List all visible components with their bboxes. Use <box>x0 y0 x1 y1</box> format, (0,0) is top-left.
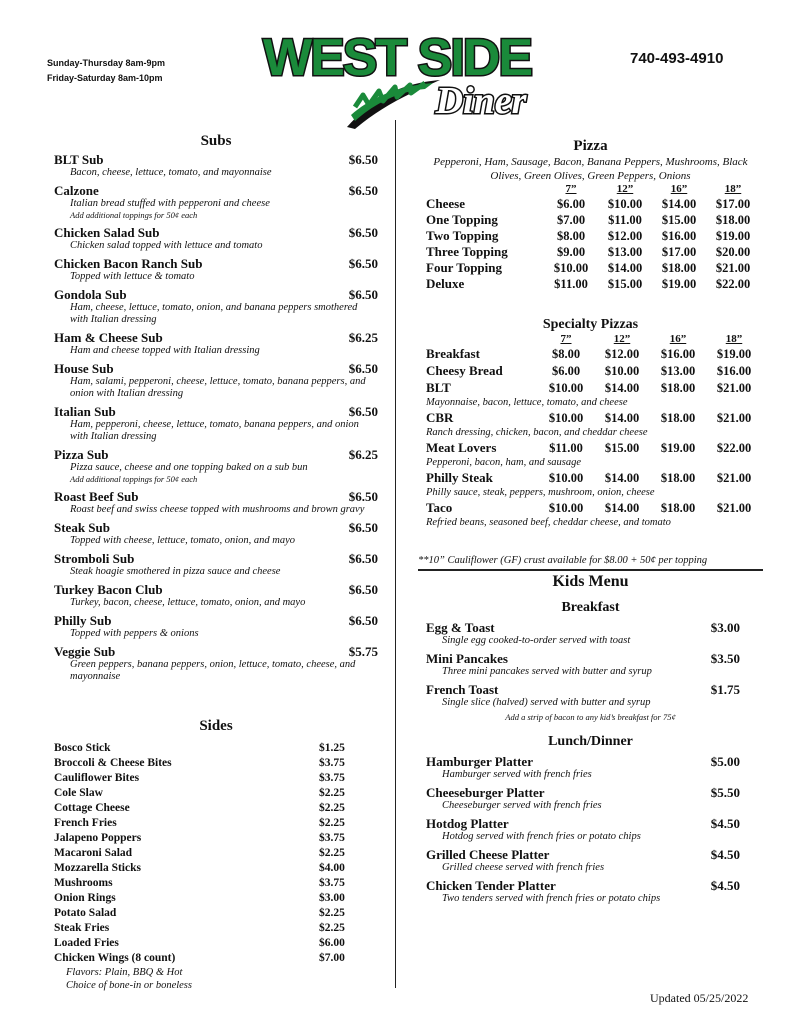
pizza-price: $9.00 <box>556 245 586 259</box>
kids-item-desc: Cheeseburger served with french fries <box>442 800 602 811</box>
hours <box>47 56 165 86</box>
pizza-price: $21.00 <box>715 261 751 275</box>
pizza-price: $11.00 <box>608 213 642 227</box>
pizza-name: BLT <box>426 380 451 395</box>
sub-name: Italian Sub <box>54 404 116 419</box>
sub-item <box>54 447 378 485</box>
updated-date: Updated 05/25/2022 <box>650 991 749 1005</box>
kids-item-desc: Hamburger served with french fries <box>442 769 592 780</box>
pizza-price: $17.00 <box>715 197 751 211</box>
side-name: Cottage Cheese <box>54 802 130 814</box>
sub-desc: Ham and cheese topped with Italian dressing <box>70 345 260 356</box>
size-header-row <box>426 333 762 346</box>
subs-section <box>54 133 378 683</box>
side-price: $7.00 <box>319 952 345 964</box>
sub-item <box>54 183 378 221</box>
sub-desc: Pizza sauce, cheese and one topping baked on a sub bun <box>70 462 308 473</box>
pizza-price: $13.00 <box>660 364 696 378</box>
hours-weekday: Sunday-Thursday 8am-9pm <box>47 58 166 68</box>
side-name: Loaded Fries <box>54 937 119 949</box>
pizza-row <box>426 379 762 396</box>
pizza-row <box>426 276 760 292</box>
sub-desc: Green peppers, banana peppers, onion, lettuce, tomato, cheese, and mayonnaise <box>70 659 356 682</box>
sub-price: $6.50 <box>348 361 378 376</box>
specialty-title: Specialty Pizzas <box>542 317 639 332</box>
pizza-price: $22.00 <box>716 441 752 455</box>
subs-list <box>54 152 378 683</box>
pizza-price: $12.00 <box>604 347 640 361</box>
sub-price: $6.50 <box>348 582 378 597</box>
sub-name: Ham & Cheese Sub <box>54 330 163 345</box>
kids-item <box>426 878 740 905</box>
side-item <box>54 951 364 966</box>
side-name: Potato Salad <box>54 907 117 919</box>
side-name: Onion Rings <box>54 892 116 904</box>
sub-desc: Ham, salami, pepperoni, cheese, lettuce, tomato, banana peppers, and onion with Italian dressing <box>70 376 366 399</box>
sub-name: Turkey Bacon Club <box>54 582 163 597</box>
pizza-table <box>426 183 760 292</box>
pizza-price: $8.00 <box>556 229 586 243</box>
pizza-price: $14.00 <box>604 501 640 515</box>
side-item <box>54 936 364 951</box>
sub-price: $6.50 <box>348 404 378 419</box>
size-header: 18” <box>725 333 743 345</box>
wing-choice: Choice of bone-in or boneless <box>66 980 192 991</box>
pizza-name: Taco <box>426 500 453 515</box>
kids-item <box>426 816 740 843</box>
kids-lunch-list <box>426 754 763 905</box>
side-name: French Fries <box>54 817 117 829</box>
size-header-blank <box>426 183 544 196</box>
side-price: $3.75 <box>319 877 345 889</box>
pizza-price: $14.00 <box>604 411 640 425</box>
sub-price: $6.50 <box>348 183 378 198</box>
kids-item-name: Chicken Tender Platter <box>426 878 556 893</box>
side-item <box>54 801 364 816</box>
side-price: $2.25 <box>319 802 345 814</box>
kids-item-name: Cheeseburger Platter <box>426 785 545 800</box>
sub-price: $6.50 <box>348 225 378 240</box>
pizza-price: $18.00 <box>715 213 751 227</box>
pizza-price: $10.00 <box>548 381 584 395</box>
pizza-price: $22.00 <box>715 277 751 291</box>
side-name: Macaroni Salad <box>54 847 133 859</box>
sub-price: $5.75 <box>348 644 378 659</box>
size-header-blank <box>426 333 538 346</box>
size-header-row <box>426 183 760 196</box>
sub-name: Calzone <box>54 183 99 198</box>
side-price: $1.25 <box>319 742 345 754</box>
pizza-desc: Mayonnaise, bacon, lettuce, tomato, and cheese <box>426 397 628 408</box>
pizza-row <box>426 244 760 260</box>
kids-item-desc: Two tenders served with french fries or potato chips <box>442 893 661 904</box>
kids-item-name: Hamburger Platter <box>426 754 533 769</box>
sub-price: $6.50 <box>348 489 378 504</box>
kids-item-price: $5.00 <box>710 754 740 769</box>
pizza-name: Breakfast <box>426 346 480 361</box>
kids-item-name: Grilled Cheese Platter <box>426 847 550 862</box>
sub-desc: Italian bread stuffed with pepperoni and cheese <box>70 198 270 209</box>
phone-number: 740-493-4910 <box>630 50 724 67</box>
pizza-desc-row <box>426 516 762 529</box>
diner-logo <box>255 25 540 133</box>
pizza-price: $16.00 <box>660 347 696 361</box>
pizza-row <box>426 409 762 426</box>
side-name: Broccoli & Cheese Bites <box>54 757 172 769</box>
kids-item <box>426 682 740 709</box>
side-price: $3.75 <box>319 832 345 844</box>
pizza-price: $18.00 <box>661 261 697 275</box>
palm-leaf-icon <box>347 80 440 129</box>
pizza-desc: Pepperoni, bacon, ham, and sausage <box>426 457 582 468</box>
side-name: Mozzarella Sticks <box>54 862 141 874</box>
kids-item-name: Mini Pancakes <box>426 651 508 666</box>
pizza-name: Cheesy Bread <box>426 363 503 378</box>
sub-desc: Steak hoagie smothered in pizza sauce and cheese <box>70 566 281 577</box>
kids-lunch-title: Lunch/Dinner <box>548 734 633 749</box>
side-item <box>54 756 364 771</box>
pizza-price: $17.00 <box>661 245 697 259</box>
pizza-name: One Topping <box>426 212 498 227</box>
sub-price: $6.25 <box>348 447 378 462</box>
kids-item-desc: Single egg cooked-to-order served with toast <box>442 635 631 646</box>
side-price: $3.75 <box>319 757 345 769</box>
sub-desc: Turkey, bacon, cheese, lettuce, tomato, onion, and mayo <box>70 597 306 608</box>
pizza-row <box>426 228 760 244</box>
kids-item-price: $4.50 <box>710 816 740 831</box>
sub-desc: Chicken salad topped with lettuce and tomato <box>70 240 263 251</box>
pizza-name: Meat Lovers <box>426 440 497 455</box>
side-item <box>54 831 364 846</box>
pizza-price: $6.00 <box>551 364 581 378</box>
sides-title: Sides <box>199 718 233 734</box>
side-name: Bosco Stick <box>54 742 111 754</box>
pizza-price: $14.00 <box>607 261 643 275</box>
kids-item-desc: Three mini pancakes served with butter and syrup <box>442 666 652 677</box>
pizza-price: $19.00 <box>661 277 697 291</box>
kids-item <box>426 754 740 781</box>
logo-title: WEST SIDE <box>263 29 532 87</box>
pizza-price: $18.00 <box>660 381 696 395</box>
side-item <box>54 906 364 921</box>
cauliflower-note: **10” Cauliflower (GF) crust available for $8.00 + 50¢ per topping <box>418 555 708 566</box>
side-name: Cauliflower Bites <box>54 772 140 784</box>
pizza-price: $21.00 <box>716 381 752 395</box>
pizza-price: $16.00 <box>661 229 697 243</box>
sub-name: Veggie Sub <box>54 644 116 659</box>
kids-breakfast-title: Breakfast <box>561 600 620 615</box>
sub-item <box>54 404 378 443</box>
kids-item-price: $4.50 <box>710 878 740 893</box>
sub-item <box>54 520 378 547</box>
pizza-desc-row <box>426 456 762 469</box>
pizza-price: $10.00 <box>607 197 643 211</box>
specialty-section <box>418 317 763 529</box>
pizza-desc-row <box>426 396 762 409</box>
side-price: $2.25 <box>319 922 345 934</box>
pizza-price: $15.00 <box>607 277 643 291</box>
column-divider <box>395 120 396 988</box>
sub-item <box>54 225 378 252</box>
size-header: 7” <box>560 333 572 345</box>
kids-item-name: Hotdog Platter <box>426 816 509 831</box>
side-item <box>54 891 364 906</box>
section-divider <box>418 569 763 571</box>
pizza-price: $10.00 <box>548 501 584 515</box>
size-header: 12” <box>613 333 631 345</box>
side-price: $3.75 <box>319 772 345 784</box>
side-name: Cole Slaw <box>54 787 103 799</box>
logo-subtitle: Diner <box>435 80 527 122</box>
sub-desc: Topped with cheese, lettuce, tomato, onion, and mayo <box>70 535 296 546</box>
sub-name: Gondola Sub <box>54 287 127 302</box>
sub-name: Chicken Bacon Ranch Sub <box>54 256 203 271</box>
pizza-row <box>426 260 760 276</box>
kids-item-desc: Single slice (halved) served with butter and syrup <box>442 697 651 708</box>
kids-item <box>426 620 740 647</box>
sub-name: BLT Sub <box>54 152 104 167</box>
sub-name: Steak Sub <box>54 520 110 535</box>
size-header: 18” <box>724 183 742 195</box>
sub-desc: Topped with peppers & onions <box>70 628 199 639</box>
sub-price: $6.50 <box>348 152 378 167</box>
pizza-price: $18.00 <box>660 471 696 485</box>
pizza-price: $21.00 <box>716 471 752 485</box>
pizza-name: Three Topping <box>426 244 508 259</box>
pizza-row <box>426 362 762 379</box>
pizza-price: $8.00 <box>551 347 581 361</box>
pizza-price: $11.00 <box>549 441 583 455</box>
sub-item <box>54 551 378 578</box>
pizza-name: Philly Steak <box>426 470 493 485</box>
side-item <box>54 741 364 756</box>
side-name: Chicken Wings (8 count) <box>54 952 176 964</box>
side-price: $2.25 <box>319 907 345 919</box>
kids-item-price: $1.75 <box>710 682 740 697</box>
size-header: 16” <box>669 333 687 345</box>
hours-weekend: Friday-Saturday 8am-10pm <box>47 73 163 83</box>
pizza-toppings: Pepperoni, Ham, Sausage, Bacon, Banana Peppers, Mushrooms, Black Olives, Green Olives, Green Peppers, Onions <box>433 156 748 182</box>
pizza-desc: Refried beans, seasoned beef, cheddar cheese, and tomato <box>426 517 671 528</box>
pizza-price: $21.00 <box>716 411 752 425</box>
pizza-price: $19.00 <box>716 347 752 361</box>
kids-section <box>418 573 763 905</box>
pizza-price: $10.00 <box>604 364 640 378</box>
pizza-price: $10.00 <box>548 471 584 485</box>
size-header: 12” <box>616 183 634 195</box>
sub-price: $6.25 <box>348 330 378 345</box>
kids-item <box>426 785 740 812</box>
sub-name: Stromboli Sub <box>54 551 135 566</box>
sub-item <box>54 256 378 283</box>
pizza-price: $20.00 <box>715 245 751 259</box>
wing-flavors: Flavors: Plain, BBQ & Hot <box>66 967 183 978</box>
side-price: $2.25 <box>319 787 345 799</box>
side-name: Steak Fries <box>54 922 110 934</box>
kids-breakfast-list <box>426 620 763 709</box>
kids-item-price: $4.50 <box>710 847 740 862</box>
kids-item-name: Egg & Toast <box>426 620 495 635</box>
pizza-price: $19.00 <box>715 229 751 243</box>
sub-item <box>54 489 378 516</box>
kids-item-price: $3.00 <box>710 620 740 635</box>
pizza-price: $12.00 <box>607 229 643 243</box>
side-item <box>54 921 364 936</box>
side-item <box>54 816 364 831</box>
pizza-price: $15.00 <box>661 213 697 227</box>
side-price: $6.00 <box>319 937 345 949</box>
side-item <box>54 861 364 876</box>
sub-item <box>54 287 378 326</box>
side-name: Mushrooms <box>54 877 113 889</box>
kids-item-name: French Toast <box>426 682 499 697</box>
pizza-title: Pizza <box>573 138 608 154</box>
sub-name: Pizza Sub <box>54 447 109 462</box>
sub-desc: Ham, pepperoni, cheese, lettuce, tomato, banana peppers, and onion with Italian dressing <box>70 419 359 442</box>
side-item <box>54 876 364 891</box>
kids-item-desc: Hotdog served with french fries or potato chips <box>442 831 641 842</box>
kids-item <box>426 847 740 874</box>
pizza-price: $14.00 <box>604 381 640 395</box>
bacon-note: Add a strip of bacon to any kid’s breakfast for 75¢ <box>505 712 676 722</box>
sub-price: $6.50 <box>348 551 378 566</box>
sub-item <box>54 330 378 357</box>
side-price: $4.00 <box>319 862 345 874</box>
pizza-row <box>426 469 762 486</box>
pizza-price: $7.00 <box>556 213 586 227</box>
pizza-name: Four Topping <box>426 260 503 275</box>
sub-note: Add additional toppings for 50¢ each <box>70 474 198 484</box>
pizza-row <box>426 439 762 456</box>
pizza-price: $10.00 <box>548 411 584 425</box>
pizza-price: $16.00 <box>716 364 752 378</box>
side-item <box>54 846 364 861</box>
sub-desc: Roast beef and swiss cheese topped with mushrooms and brown gravy <box>70 504 365 515</box>
kids-item <box>426 651 740 678</box>
pizza-price: $21.00 <box>716 501 752 515</box>
pizza-name: Two Topping <box>426 228 499 243</box>
sub-item <box>54 644 378 683</box>
pizza-price: $13.00 <box>607 245 643 259</box>
kids-item-price: $5.50 <box>710 785 740 800</box>
side-name: Jalapeno Poppers <box>54 832 142 844</box>
pizza-price: $6.00 <box>556 197 586 211</box>
sub-price: $6.50 <box>348 613 378 628</box>
pizza-desc-row <box>426 426 762 439</box>
sub-item <box>54 582 378 609</box>
side-price: $3.00 <box>319 892 345 904</box>
pizza-price: $15.00 <box>604 441 640 455</box>
pizza-price: $18.00 <box>660 501 696 515</box>
pizza-row <box>426 346 762 362</box>
pizza-price: $18.00 <box>660 411 696 425</box>
side-price: $2.25 <box>319 817 345 829</box>
specialty-table <box>426 333 762 529</box>
side-price: $2.25 <box>319 847 345 859</box>
kids-item-price: $3.50 <box>710 651 740 666</box>
pizza-price: $14.00 <box>661 197 697 211</box>
side-item <box>54 786 364 801</box>
kids-title: Kids Menu <box>552 573 629 590</box>
sub-item <box>54 361 378 400</box>
sub-price: $6.50 <box>348 520 378 535</box>
kids-item-desc: Grilled cheese served with french fries <box>442 862 605 873</box>
pizza-row <box>426 499 762 516</box>
pizza-price: $19.00 <box>660 441 696 455</box>
pizza-name: CBR <box>426 410 454 425</box>
pizza-desc: Philly sauce, steak, peppers, mushroom, onion, cheese <box>426 487 655 498</box>
sub-item <box>54 613 378 640</box>
pizza-desc-row <box>426 486 762 499</box>
pizza-row <box>426 212 760 228</box>
pizza-name: Deluxe <box>426 276 465 291</box>
pizza-section <box>418 138 763 292</box>
pizza-name: Cheese <box>426 196 465 211</box>
sub-note: Add additional toppings for 50¢ each <box>70 210 198 220</box>
sub-name: Chicken Salad Sub <box>54 225 160 240</box>
pizza-desc: Ranch dressing, chicken, bacon, and cheddar cheese <box>426 427 648 438</box>
subs-title: Subs <box>200 133 232 149</box>
sides-section <box>54 718 378 992</box>
pizza-price: $11.00 <box>554 277 588 291</box>
pizza-price: $10.00 <box>553 261 589 275</box>
sub-desc: Topped with lettuce & tomato <box>70 271 195 282</box>
pizza-price: $14.00 <box>604 471 640 485</box>
sub-desc: Bacon, cheese, lettuce, tomato, and mayonnaise <box>70 167 272 178</box>
size-header: 7” <box>565 183 577 195</box>
sub-name: House Sub <box>54 361 114 376</box>
sub-desc: Ham, cheese, lettuce, tomato, onion, and banana peppers smothered with Italian dressing <box>70 302 358 325</box>
sub-name: Roast Beef Sub <box>54 489 139 504</box>
side-item <box>54 771 364 786</box>
size-header: 16” <box>670 183 688 195</box>
sub-name: Philly Sub <box>54 613 112 628</box>
sub-price: $6.50 <box>348 287 378 302</box>
sub-item <box>54 152 378 179</box>
sub-price: $6.50 <box>348 256 378 271</box>
sides-list <box>54 741 378 966</box>
pizza-row <box>426 196 760 212</box>
